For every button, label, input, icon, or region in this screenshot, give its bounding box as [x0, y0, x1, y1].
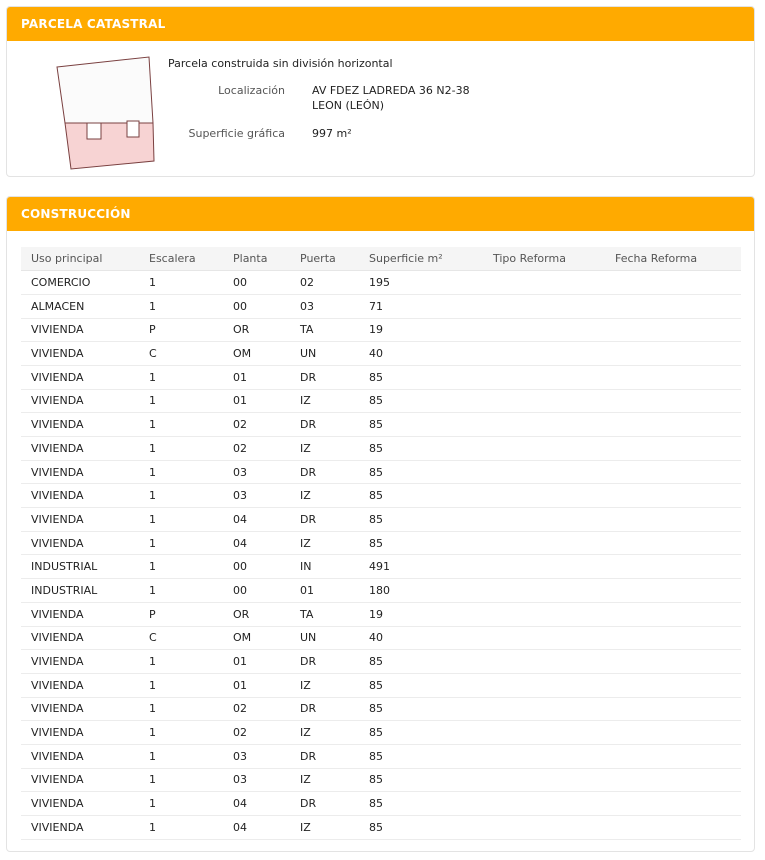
cell-fecha-reforma — [605, 792, 741, 816]
cell-puerta: 02 — [290, 271, 359, 295]
cell-planta: 04 — [223, 531, 290, 555]
cell-uso: VIVIENDA — [21, 673, 139, 697]
cell-puerta: DR — [290, 697, 359, 721]
cell-tipo-reforma — [483, 602, 605, 626]
cell-escalera: P — [139, 602, 223, 626]
cell-fecha-reforma — [605, 484, 741, 508]
localizacion-label: Localización — [218, 84, 285, 97]
cell-superficie: 85 — [359, 744, 483, 768]
table-row — [21, 579, 741, 603]
cell-uso: VIVIENDA — [21, 602, 139, 626]
table-row — [21, 318, 741, 342]
cell-puerta: IZ — [290, 816, 359, 840]
cell-superficie: 85 — [359, 673, 483, 697]
cell-puerta: DR — [290, 744, 359, 768]
cell-fecha-reforma — [605, 389, 741, 413]
cell-planta: 00 — [223, 579, 290, 603]
cell-planta: OM — [223, 626, 290, 650]
cell-puerta: IZ — [290, 531, 359, 555]
cell-uso: VIVIENDA — [21, 626, 139, 650]
table-row — [21, 271, 741, 295]
cell-escalera: 1 — [139, 413, 223, 437]
table-row — [21, 768, 741, 792]
cell-planta: 03 — [223, 460, 290, 484]
table-row — [21, 294, 741, 318]
cell-fecha-reforma — [605, 294, 741, 318]
table-row — [21, 792, 741, 816]
localizacion-line2: LEON (LEÓN) — [312, 99, 385, 112]
cell-puerta: DR — [290, 413, 359, 437]
cell-escalera: 1 — [139, 460, 223, 484]
cell-puerta: DR — [290, 792, 359, 816]
cell-escalera: 1 — [139, 816, 223, 840]
cell-tipo-reforma — [483, 365, 605, 389]
cell-planta: 04 — [223, 816, 290, 840]
table-row — [21, 531, 741, 555]
cell-escalera: 1 — [139, 294, 223, 318]
cell-superficie: 85 — [359, 697, 483, 721]
cell-planta: 01 — [223, 673, 290, 697]
localizacion-line1: AV FDEZ LADREDA 36 N2-38 — [312, 84, 470, 97]
cell-escalera: 1 — [139, 484, 223, 508]
cell-tipo-reforma — [483, 294, 605, 318]
cell-tipo-reforma — [483, 816, 605, 840]
cell-superficie: 180 — [359, 579, 483, 603]
cell-uso: VIVIENDA — [21, 389, 139, 413]
cell-tipo-reforma — [483, 271, 605, 295]
cell-superficie: 85 — [359, 460, 483, 484]
cell-uso: VIVIENDA — [21, 318, 139, 342]
cell-tipo-reforma — [483, 413, 605, 437]
cell-tipo-reforma — [483, 555, 605, 579]
cell-planta: OR — [223, 602, 290, 626]
construccion-panel — [6, 196, 755, 852]
cell-uso: INDUSTRIAL — [21, 579, 139, 603]
cell-planta: 01 — [223, 650, 290, 674]
cell-tipo-reforma — [483, 744, 605, 768]
table-row — [21, 721, 741, 745]
table-row — [21, 389, 741, 413]
cell-puerta: UN — [290, 342, 359, 366]
cell-escalera: 1 — [139, 555, 223, 579]
cell-superficie: 19 — [359, 318, 483, 342]
cell-planta: 01 — [223, 389, 290, 413]
cell-escalera: 1 — [139, 437, 223, 461]
cell-fecha-reforma — [605, 579, 741, 603]
cell-tipo-reforma — [483, 508, 605, 532]
cell-puerta: DR — [290, 650, 359, 674]
cell-tipo-reforma — [483, 484, 605, 508]
cell-superficie: 40 — [359, 626, 483, 650]
cell-planta: 03 — [223, 744, 290, 768]
parcela-catastral-panel — [6, 6, 755, 177]
cell-fecha-reforma — [605, 531, 741, 555]
cell-superficie: 85 — [359, 484, 483, 508]
cell-fecha-reforma — [605, 365, 741, 389]
cell-puerta: IZ — [290, 389, 359, 413]
cell-tipo-reforma — [483, 437, 605, 461]
cell-planta: 03 — [223, 768, 290, 792]
cell-superficie: 85 — [359, 413, 483, 437]
cell-escalera: 1 — [139, 768, 223, 792]
col-superficie: Superficie m² — [359, 247, 483, 271]
cell-uso: VIVIENDA — [21, 768, 139, 792]
cell-superficie: 491 — [359, 555, 483, 579]
table-body — [21, 271, 741, 840]
col-puerta: Puerta — [290, 247, 359, 271]
cell-puerta: DR — [290, 365, 359, 389]
cell-escalera: 1 — [139, 673, 223, 697]
cell-fecha-reforma — [605, 555, 741, 579]
construccion-header: CONSTRUCCIÓN — [7, 197, 754, 231]
table-row — [21, 673, 741, 697]
table-row — [21, 697, 741, 721]
cell-uso: COMERCIO — [21, 271, 139, 295]
cell-escalera: 1 — [139, 744, 223, 768]
cell-escalera: 1 — [139, 508, 223, 532]
table-row — [21, 650, 741, 674]
parcel-outline — [57, 57, 153, 123]
cell-puerta: DR — [290, 460, 359, 484]
cell-escalera: 1 — [139, 389, 223, 413]
cell-uso: VIVIENDA — [21, 531, 139, 555]
cell-fecha-reforma — [605, 697, 741, 721]
table-row — [21, 555, 741, 579]
cell-fecha-reforma — [605, 744, 741, 768]
cell-uso: VIVIENDA — [21, 484, 139, 508]
cell-fecha-reforma — [605, 816, 741, 840]
cell-fecha-reforma — [605, 673, 741, 697]
parcel-courtyard-1 — [87, 123, 101, 139]
cell-superficie: 85 — [359, 508, 483, 532]
cell-fecha-reforma — [605, 626, 741, 650]
superficie-value: 997 m² — [312, 127, 352, 140]
table-row — [21, 626, 741, 650]
parcel-plot-map — [55, 55, 159, 173]
cell-escalera: 1 — [139, 650, 223, 674]
cell-tipo-reforma — [483, 673, 605, 697]
cell-uso: VIVIENDA — [21, 721, 139, 745]
col-fecha-reforma: Fecha Reforma — [605, 247, 741, 271]
cell-tipo-reforma — [483, 721, 605, 745]
table-row — [21, 816, 741, 840]
cell-fecha-reforma — [605, 460, 741, 484]
cell-puerta: IZ — [290, 673, 359, 697]
cell-uso: VIVIENDA — [21, 413, 139, 437]
cell-fecha-reforma — [605, 318, 741, 342]
cell-planta: 00 — [223, 271, 290, 295]
table-row — [21, 484, 741, 508]
cell-planta: 02 — [223, 697, 290, 721]
cell-fecha-reforma — [605, 342, 741, 366]
cell-planta: 02 — [223, 413, 290, 437]
parcela-header: PARCELA CATASTRAL — [7, 7, 754, 41]
cell-superficie: 85 — [359, 531, 483, 555]
cell-planta: OM — [223, 342, 290, 366]
cell-puerta: IZ — [290, 484, 359, 508]
cell-puerta: DR — [290, 508, 359, 532]
cell-planta: 00 — [223, 555, 290, 579]
cell-escalera: C — [139, 342, 223, 366]
cell-uso: VIVIENDA — [21, 816, 139, 840]
cell-tipo-reforma — [483, 342, 605, 366]
cell-uso: VIVIENDA — [21, 508, 139, 532]
superficie-label: Superficie gráfica — [188, 127, 285, 140]
cell-puerta: TA — [290, 318, 359, 342]
cell-fecha-reforma — [605, 721, 741, 745]
cell-puerta: IZ — [290, 768, 359, 792]
cell-superficie: 19 — [359, 602, 483, 626]
cell-superficie: 85 — [359, 365, 483, 389]
cell-superficie: 195 — [359, 271, 483, 295]
cell-planta: 00 — [223, 294, 290, 318]
cell-tipo-reforma — [483, 650, 605, 674]
cell-uso: VIVIENDA — [21, 365, 139, 389]
cell-tipo-reforma — [483, 792, 605, 816]
table-row — [21, 602, 741, 626]
cell-uso: VIVIENDA — [21, 792, 139, 816]
cell-fecha-reforma — [605, 508, 741, 532]
parcel-highlight — [65, 123, 154, 169]
cell-superficie: 85 — [359, 721, 483, 745]
table-row — [21, 460, 741, 484]
cell-uso: VIVIENDA — [21, 697, 139, 721]
cell-planta: 04 — [223, 792, 290, 816]
cell-escalera: 1 — [139, 271, 223, 295]
cell-planta: 02 — [223, 437, 290, 461]
cell-superficie: 85 — [359, 437, 483, 461]
cell-escalera: 1 — [139, 579, 223, 603]
cell-escalera: 1 — [139, 365, 223, 389]
cell-superficie: 85 — [359, 792, 483, 816]
cell-fecha-reforma — [605, 768, 741, 792]
cell-tipo-reforma — [483, 318, 605, 342]
cell-superficie: 85 — [359, 768, 483, 792]
col-escalera: Escalera — [139, 247, 223, 271]
cell-uso: VIVIENDA — [21, 342, 139, 366]
cell-planta: 03 — [223, 484, 290, 508]
cell-tipo-reforma — [483, 389, 605, 413]
cell-tipo-reforma — [483, 460, 605, 484]
cell-superficie: 85 — [359, 389, 483, 413]
cell-tipo-reforma — [483, 579, 605, 603]
cell-escalera: 1 — [139, 721, 223, 745]
cell-tipo-reforma — [483, 531, 605, 555]
table-row — [21, 365, 741, 389]
cell-planta: 01 — [223, 365, 290, 389]
cell-uso: VIVIENDA — [21, 460, 139, 484]
cell-superficie: 71 — [359, 294, 483, 318]
table-row — [21, 508, 741, 532]
cell-escalera: 1 — [139, 697, 223, 721]
cell-escalera: 1 — [139, 531, 223, 555]
col-uso-principal: Uso principal — [21, 247, 139, 271]
parcel-courtyard-2 — [127, 121, 139, 137]
cell-fecha-reforma — [605, 650, 741, 674]
cell-tipo-reforma — [483, 768, 605, 792]
cell-puerta: TA — [290, 602, 359, 626]
cell-tipo-reforma — [483, 626, 605, 650]
cell-escalera: P — [139, 318, 223, 342]
table-row — [21, 437, 741, 461]
cell-fecha-reforma — [605, 413, 741, 437]
cell-planta: 02 — [223, 721, 290, 745]
cell-escalera: C — [139, 626, 223, 650]
cell-escalera: 1 — [139, 792, 223, 816]
table-row — [21, 744, 741, 768]
cell-planta: OR — [223, 318, 290, 342]
cell-uso: VIVIENDA — [21, 744, 139, 768]
parcela-description: Parcela construida sin división horizontal — [168, 57, 393, 70]
cell-superficie: 40 — [359, 342, 483, 366]
cell-planta: 04 — [223, 508, 290, 532]
table-header-row — [21, 247, 741, 271]
cell-fecha-reforma — [605, 271, 741, 295]
cell-superficie: 85 — [359, 816, 483, 840]
col-planta: Planta — [223, 247, 290, 271]
table-row — [21, 342, 741, 366]
cell-uso: VIVIENDA — [21, 650, 139, 674]
cell-puerta: IZ — [290, 437, 359, 461]
cell-uso: INDUSTRIAL — [21, 555, 139, 579]
table-row — [21, 413, 741, 437]
col-tipo-reforma: Tipo Reforma — [483, 247, 605, 271]
cell-puerta: IN — [290, 555, 359, 579]
cell-tipo-reforma — [483, 697, 605, 721]
cell-puerta: 03 — [290, 294, 359, 318]
cell-superficie: 85 — [359, 650, 483, 674]
construccion-table — [21, 247, 741, 840]
cell-fecha-reforma — [605, 437, 741, 461]
cell-puerta: UN — [290, 626, 359, 650]
cell-puerta: IZ — [290, 721, 359, 745]
cell-fecha-reforma — [605, 602, 741, 626]
cell-uso: VIVIENDA — [21, 437, 139, 461]
cell-puerta: 01 — [290, 579, 359, 603]
cell-uso: ALMACEN — [21, 294, 139, 318]
